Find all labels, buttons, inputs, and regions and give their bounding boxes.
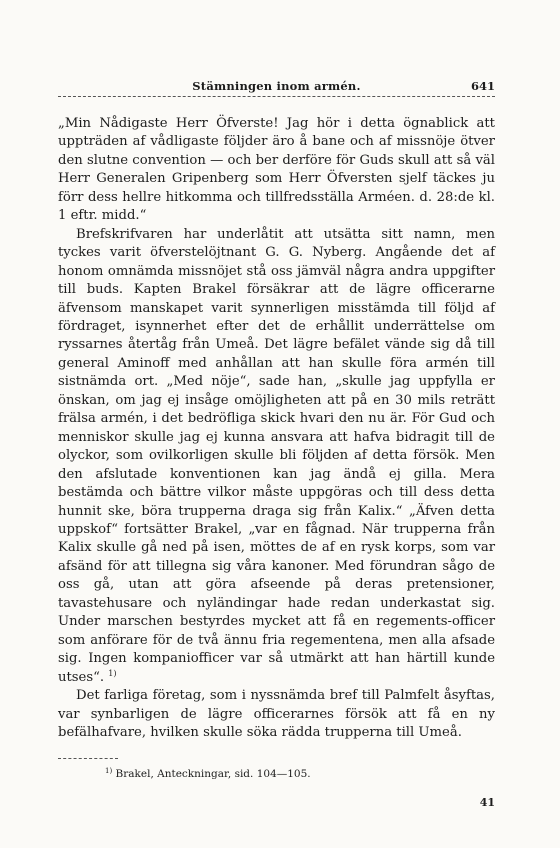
paragraph-main-text: Brefskrifvaren har underlåtit att utsätta sitt namn, men tyckes varit öfverstelöjtnant G. G. Nyberg. Angående det af honom omnämda missnöjet stå oss jämväl några andra uppgifter till buds. Kapten Brakel försäkrar att de lägre officerarne äfvensom manskapet varit synnerligen misstämda till följd af fördraget, isynnerhet efter det de erhållit underrättelse om ryssarnes återtåg från Umeå. Det lägre befälet vände sig då till general Aminoff med anhållan att han skulle föra armén till sistnämda ort. „Med nöje“, sade han, „skulle jag uppfylla er önskan, om jag ej insåge omöjligheten att på en 30 mils reträtt frälsa armén, i det bedröfliga skick hvari den nu är. För Gud och menniskor skulle jag ej kunna ansvara att hafva bidragit till de olyckor, som ovilkorligen skulle bli följden af detta försök. Men den afslutade konventionen kan jag ändå ej gilla. Mera bestämda och bättre vilkor måste uppgöras och till dess detta hunnit ske, böra trupperna draga sig från Kalix.“ „Äfven detta uppskof“ fortsätter Brakel, „var en fågnad. När trupperna från Kalix skulle gå ned på isen, möttes de af en rysk korps, som var afsänd för att tillegna sig våra kanoner. Med förundran sågo de oss gå, utan att göra afseende på deras pretensioner, tavastehusare och nyländingar hade redan underkastat sig. Under marschen bestyrdes mycket att få en regements-officer som anförare för de två ännu fria regementena, men alla afsade sig. Ingen kompaniofficer var så utmärkt att han härtill kunde utses“. xyxy=(58,226,495,685)
page-header xyxy=(58,79,495,97)
header-page-number: 641 xyxy=(470,79,495,93)
paragraph-letter-quote: „Min Nådigaste Herr Öfverste! Jag hör i detta ögnablick att uppträden af vådligaste följder äro å bane och af missnöje ötver den slutne convention — och ber derföre för Guds skull att så väl Herr Generalen Gripenberg som Herr Öfversten sjelf täckes ju förr dess hellre hitkomma och tillfredsställa Arméen. d. 28:de kl. 1 eftr. midd.“ xyxy=(58,116,495,224)
header-divider xyxy=(58,96,495,97)
paragraph-closing: Det farliga företag, som i nyssnämda bref till Palmfelt åsyftas, var synbarligen de lägre officerarnes försök att få en ny befälhafvare, hvilken skulle söka rädda trupperna till Umeå. xyxy=(58,688,495,740)
footnote-reference: 1) xyxy=(108,668,117,678)
footnote-text: Brakel, Anteckningar, sid. 104—105. xyxy=(115,768,311,780)
footnote xyxy=(105,768,311,780)
body-text xyxy=(58,115,495,742)
footnote-marker: 1) xyxy=(105,767,113,775)
running-title: Stämningen inom armén. xyxy=(192,79,361,93)
paragraph-main xyxy=(58,226,495,687)
footnote-divider xyxy=(58,758,118,759)
footer-page-number: 41 xyxy=(479,796,495,809)
